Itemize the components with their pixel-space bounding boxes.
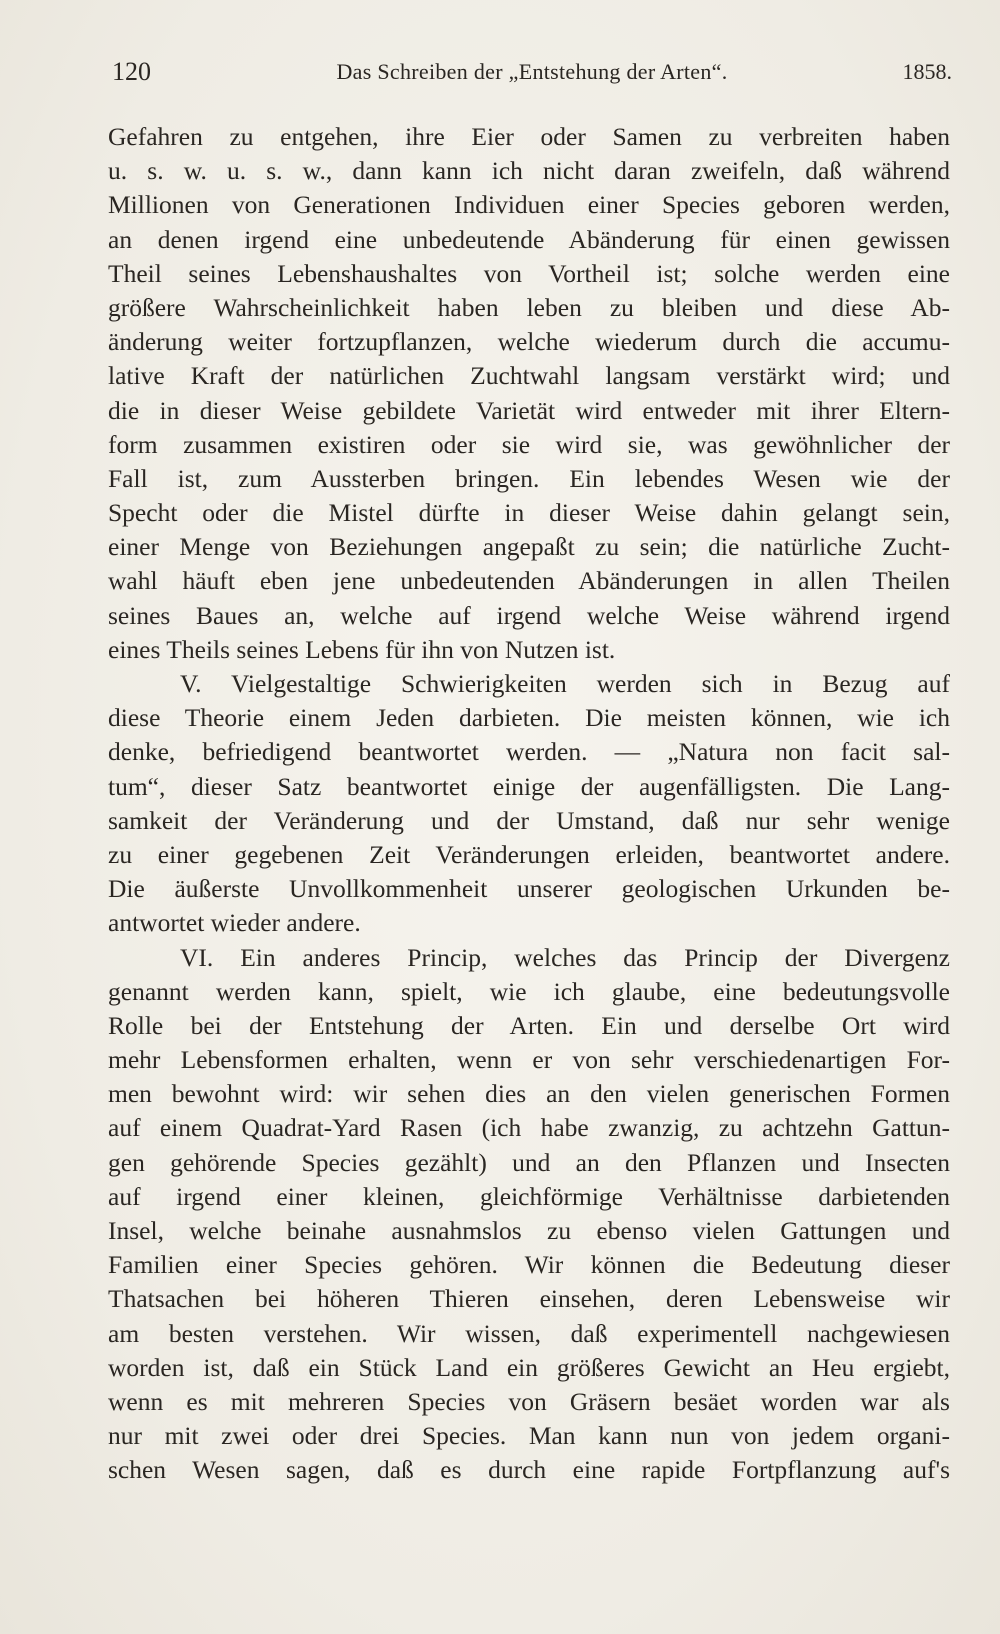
text-line: Specht oder die Mistel dürfte in dieser Weise dahin gelangt sein,	[108, 498, 950, 528]
page-number: 120	[112, 57, 151, 86]
text-line: Gefahren zu entgehen, ihre Eier oder Samen zu verbreiten haben	[108, 122, 950, 151]
text-line: Theil seines Lebenshaushaltes von Vortheil ist; solche werden eine	[108, 258, 950, 288]
text-line: Fall ist, zum Aussterben bringen. Ein lebendes Wesen wie der	[108, 463, 950, 493]
text-line: Thatsachen bei höheren Thieren einsehen, deren Lebensweise wir	[108, 1284, 950, 1314]
text-line: Familien einer Species gehören. Wir können die Bedeutung dieser	[108, 1250, 950, 1280]
text-line: Die äußerste Unvollkommenheit unserer geologischen Urkunden be-	[108, 874, 950, 904]
text-line: diese Theorie einem Jeden darbieten. Die meisten können, wie ich	[108, 703, 950, 733]
text-line: Insel, welche beinahe ausnahmslos zu ebenso vielen Gattungen und	[108, 1216, 950, 1245]
text-line: worden ist, daß ein Stück Land ein größeres Gewicht an Heu ergiebt,	[108, 1352, 950, 1382]
body-text	[108, 120, 950, 1488]
text-line: nur mit zwei oder drei Species. Man kann nun von jedem organi-	[108, 1421, 950, 1451]
text-line: V. Vielgestaltige Schwierigkeiten werden sich in Bezug auf	[180, 669, 950, 698]
text-line: wahl häuft eben jene unbedeutenden Abänderungen in allen Theilen	[108, 566, 950, 596]
text-line: denke, befriedigend beantwortet werden. — „Natura non facit sal-	[108, 737, 950, 767]
text-line: die in dieser Weise gebildete Varietät wird entweder mit ihrer Eltern-	[108, 395, 950, 425]
text-line: zu einer gegebenen Zeit Veränderungen erleiden, beantwortet andere.	[108, 839, 950, 869]
text-line: men bewohnt wird: wir sehen dies an den vielen generischen Formen	[108, 1079, 950, 1109]
text-line: schen Wesen sagen, daß es durch eine rapide Fortpflanzung auf's	[108, 1455, 950, 1485]
text-line: größere Wahrscheinlichkeit haben leben zu bleiben und diese Ab-	[108, 292, 950, 322]
text-line: einer Menge von Beziehungen angepaßt zu sein; die natürliche Zucht-	[108, 532, 950, 562]
text-line: VI. Ein anderes Princip, welches das Princip der Divergenz	[180, 942, 950, 972]
text-line: antwortet wieder andere.	[108, 908, 361, 938]
text-line: samkeit der Veränderung und der Umstand, daß nur sehr wenige	[108, 805, 950, 835]
text-line: seines Baues an, welche auf irgend welche Weise während irgend	[108, 600, 950, 630]
text-line: Millionen von Generationen Individuen einer Species geboren werden,	[108, 190, 950, 220]
text-line: auf irgend einer kleinen, gleichförmige Verhältnisse darbietenden	[108, 1181, 950, 1211]
text-line: eines Theils seines Lebens für ihn von Nutzen ist.	[108, 634, 616, 664]
text-line: auf einem Quadrat-Yard Rasen (ich habe zwanzig, zu achtzehn Gattun-	[108, 1113, 950, 1143]
running-title: Das Schreiben der „Entstehung der Arten“.	[336, 59, 728, 84]
running-header	[112, 52, 952, 92]
text-line: an denen irgend eine unbedeutende Abänderung für einen gewissen	[108, 224, 950, 254]
text-line: änderung weiter fortzupflanzen, welche wiederum durch die accumu-	[108, 327, 950, 357]
text-line: gen gehörende Species gezählt) und an den Pflanzen und Insecten	[108, 1147, 950, 1177]
text-line: u. s. w. u. s. w., dann kann ich nicht daran zweifeln, daß während	[108, 156, 950, 186]
text-line: mehr Lebensformen erhalten, wenn er von sehr verschiedenartigen For-	[108, 1045, 950, 1075]
text-line: am besten verstehen. Wir wissen, daß experimentell nachgewiesen	[108, 1318, 950, 1348]
text-line: tum“, dieser Satz beantwortet einige der augenfälligsten. Die Lang-	[108, 771, 950, 801]
text-line: genannt werden kann, spielt, wie ich glaube, eine bedeutungsvolle	[108, 976, 950, 1006]
header-year: 1858.	[902, 59, 952, 84]
text-line: Rolle bei der Entstehung der Arten. Ein und derselbe Ort wird	[108, 1010, 950, 1040]
text-line: form zusammen existiren oder sie wird sie, was gewöhnlicher der	[108, 429, 950, 459]
text-line: lative Kraft der natürlichen Zuchtwahl langsam verstärkt wird; und	[108, 361, 950, 391]
text-line: wenn es mit mehreren Species von Gräsern besäet worden war als	[108, 1386, 950, 1416]
